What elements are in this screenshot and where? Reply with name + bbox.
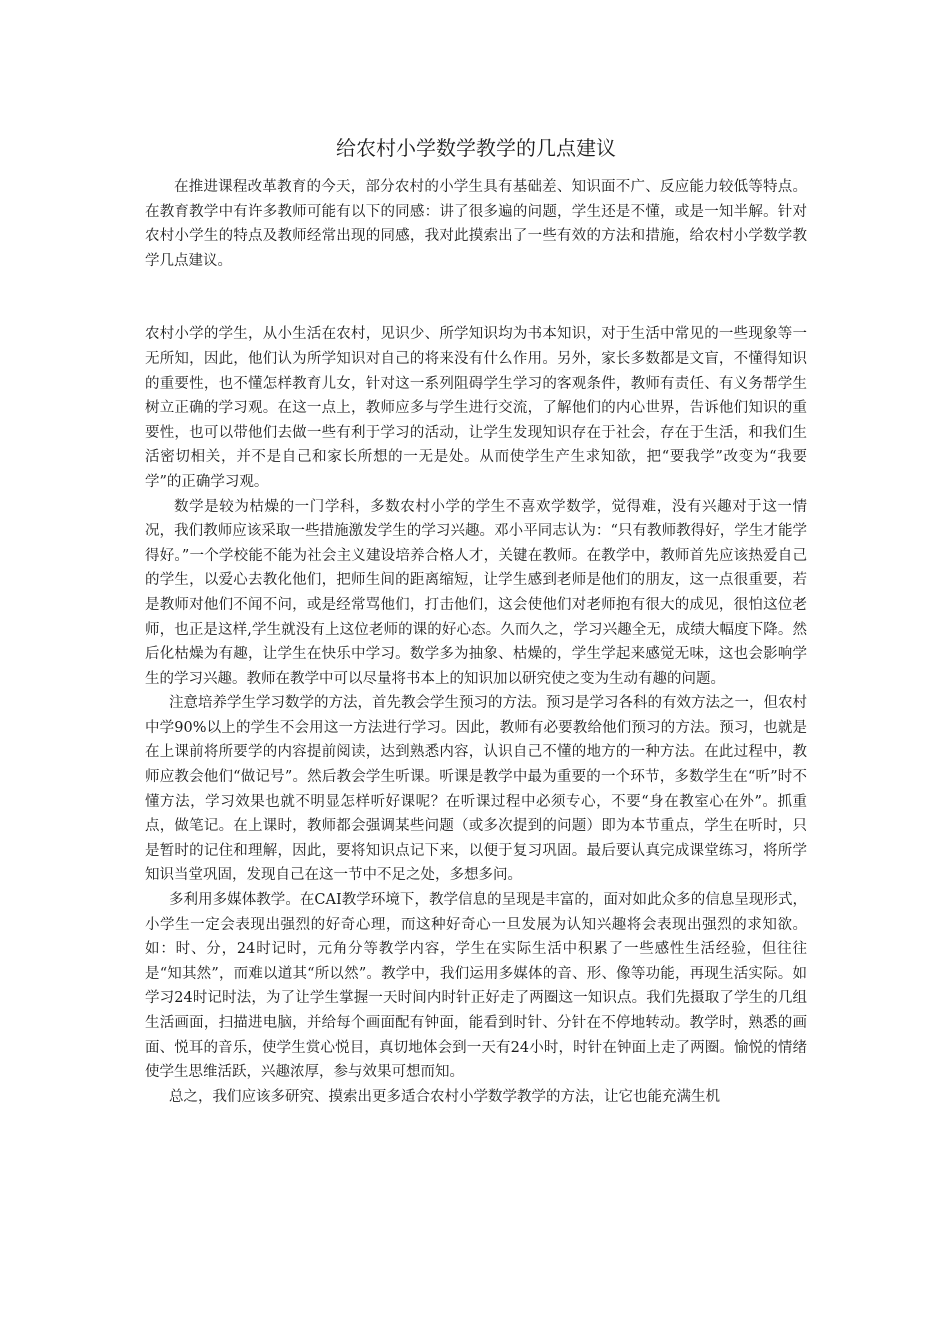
paragraph-gap [145,273,807,322]
paragraph-multimedia: 多利用多媒体教学。在CAI教学环境下，教学信息的呈现是丰富的，面对如此众多的信息呈现形式，小学生一定会表现出强烈的好奇心理，而这种好奇心一旦发展为认知兴趣将会表现出强烈的求知欲。如：时、分，24时记时，元角分等教学内容，学生在实际生活中积累了一些感性生活经验，但往往是“知其然”，而难以道其“所以然”。教学中，我们运用多媒体的音、形、像等功能，再现生活实际。如学习24时记时法，为了让学生掌握一天时间内时针正好走了两圈这一知识点。我们先摄取了学生的几组生活画面，扫描进电脑，并给每个画面配有钟面，能看到时针、分针在不停地转动。教学时，熟悉的画面、悦耳的音乐，使学生赏心悦目，真切地体会到一天有24小时，时针在钟面上走了两圈。愉悦的情绪使学生思维活跃，兴趣浓厚，参与效果可想而知。 [145,892,807,1081]
document-title: 给农村小学数学教学的几点建议 [336,136,616,160]
paragraph-study-methods: 注意培养学生学习数学的方法，首先教会学生预习的方法。预习是学习各科的有效方法之一，但农村中学90%以上的学生不会用这一方法进行学习。因此，教师有必要教给他们预习的方法。预习，也就是在上课前将所要学的内容提前阅读，达到熟悉内容，认识自己不懂的地方的一种方法。在此过程中，教师应教会他们“做记号”。然后教会学生听课。听课是教学中最为重要的一个环节，多数学生在“听”时不懂方法，学习效果也就不明显怎样听好课呢？在听课过程中必须专心，不要“身在教室心在外”。抓重点，做笔记。在上课时，教师都会强调某些问题（或多次提到的问题）即为本节重点，学生在听时，只是暂时的记住和理解，因此，要将知识点记下来，以便于复习巩固。最后要认真完成课堂练习，将所学知识当堂巩固，发现自己在这一节中不足之处，多想多问。 [145,695,807,884]
paragraph-learning-view: 农村小学的学生，从小生活在农村，见识少、所学知识均为书本知识，对于生活中常见的一些现象等一无所知，因此，他们认为所学知识对自己的将来没有什么作用。另外，家长多数都是文盲，不懂得知识的重要性，也不懂怎样教育儿女，针对这一系列阻碍学生学习的客观条件，教师有责任、有义务帮学生树立正确的学习观。在这一点上，教师应多与学生进行交流，了解他们的内心世界，告诉他们知识的重要性，也可以带他们去做一些有利于学习的活动，让学生发现知识存在于社会，存在于生活，和我们生活密切相关，并不是自己和家长所想的一无是处。从而使学生产生求知欲，把“要我学”改变为“我要学”的正确学习观。 [145,326,807,490]
paragraph-conclusion: 总之，我们应该多研究、摸索出更多适合农村小学数学教学的方法，让它也能充满生机 [169,1088,720,1105]
paragraph-intro: 在推进课程改革教育的今天，部分农村的小学生具有基础差、知识面不广、反应能力较低等特点。在教育教学中有许多教师可能有以下的同感：讲了很多遍的问题，学生还是不懂，或是一知半解。针对农村小学生的特点及教师经常出现的同感，我对此摸索出了一些有效的方法和措施，给农村小学数学教学几点建议。 [145,179,807,269]
document-body [145,133,807,1109]
paragraph-interest: 数学是较为枯燥的一门学科，多数农村小学的学生不喜欢学数学，觉得难，没有兴趣对于这一情况，我们教师应该采取一些措施激发学生的学习兴趣。邓小平同志认为：“只有教师教得好，学生才能学得好。”一个学校能不能为社会主义建设培养合格人才，关键在教师。在教学中，教师首先应该热爱自己的学生，以爱心去教化他们，把师生间的距离缩短，让学生感到老师是他们的朋友，这一点很重要，若是教师对他们不闻不问，或是经常骂他们，打击他们，这会使他们对老师抱有很大的成见，很怕这位老师，也正是这样,学生就没有上这位老师的课的好心态。久而久之，学习兴趣全无，成绩大幅度下降。然后化枯燥为有趣，让学生在快乐中学习。数学多为抽象、枯燥的，学生学起来感觉无味，这也会影响学生的学习兴趣。教师在教学中可以尽量将书本上的知识加以研究使之变为生动有趣的问题。 [145,498,807,687]
